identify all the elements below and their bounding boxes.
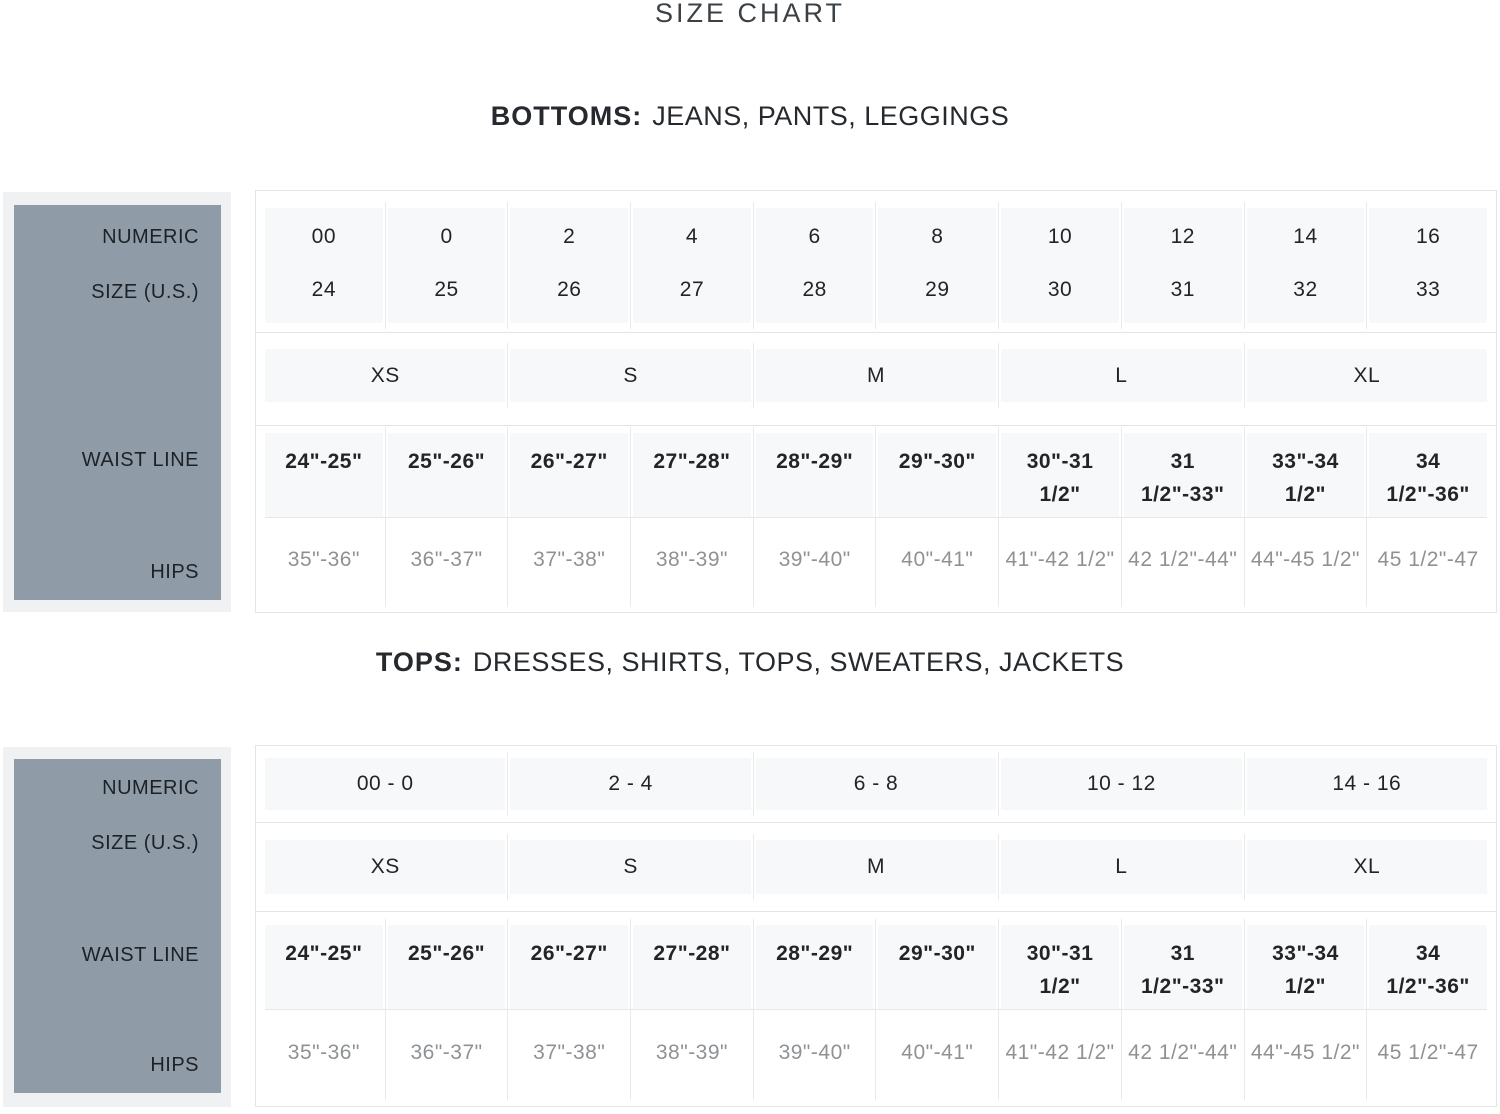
sidebar-label-hips: HIPS [150,561,199,583]
numeric-waist: 27 [679,278,705,301]
waist-cell: 29"-30" [878,925,996,1009]
numeric-size: 8 [931,225,944,248]
bottoms-heading-rest: JEANS, PANTS, LEGGINGS [652,101,1010,131]
hips-cell: 37"-38" [510,1010,628,1094]
hips-cell: 40"-41" [878,1010,996,1094]
table-cell [1001,208,1119,323]
hips-cell: 45 1/2"-47 [1369,1010,1487,1094]
table-cell [265,208,383,323]
sidebar-label-size-us: SIZE (U.S.) [91,281,199,303]
page-title: SIZE CHART [654,0,846,28]
numeric-waist: 28 [802,278,827,301]
tops-letter-size-row [256,823,1496,912]
waist-cell: 26"-27" [510,925,628,1009]
waist-cell: 33"-34 1/2" [1247,925,1365,1009]
waist-cell: 25"-26" [388,433,506,517]
bottoms-hips-row [265,518,1487,601]
sidebar-label-waist-line: WAIST LINE [81,449,199,471]
bottoms-letter-size-row [256,333,1496,426]
sidebar-label-waist-line: WAIST LINE [81,944,199,966]
waist-cell: 30"-31 1/2" [1001,925,1119,1009]
letter-size-cell: M [756,349,996,402]
hips-cell: 44"-45 1/2" [1247,518,1365,601]
table-cell [1124,208,1242,323]
table-cell [1369,208,1487,323]
letter-size-cell: XS [265,349,505,402]
numeric-waist: 25 [434,278,459,301]
table-cell [510,208,628,323]
sidebar-label-hips: HIPS [150,1054,199,1076]
numeric-size: 4 [685,225,699,248]
table-cell [756,208,874,323]
numeric-range-cell: 6 - 8 [756,758,996,810]
bottoms-sidebar-frame [3,192,231,612]
numeric-waist: 29 [925,278,950,301]
waist-cell: 31 1/2"-33" [1124,925,1242,1009]
hips-cell: 38"-39" [633,1010,751,1094]
waist-cell: 34 1/2"-36" [1369,433,1487,517]
waist-cell: 28"-29" [756,433,874,517]
numeric-range-cell: 14 - 16 [1247,758,1487,810]
hips-cell: 42 1/2"-44" [1124,518,1242,601]
table-cell [878,208,996,323]
table-cell [388,208,506,323]
hips-cell: 38"-39" [633,518,751,601]
letter-size-cell: XL [1247,840,1487,894]
bottoms-waist-row [265,433,1487,517]
tops-sidebar-frame [3,747,231,1107]
numeric-size: 14 [1293,225,1318,248]
bottoms-table [255,190,1497,613]
letter-size-cell: S [510,349,750,402]
numeric-size: 16 [1415,225,1441,248]
waist-cell: 27"-28" [633,925,751,1009]
numeric-range-cell: 00 - 0 [265,758,505,810]
waist-cell: 27"-28" [633,433,751,517]
hips-cell: 35"-36" [265,1010,383,1094]
tops-heading-bold: TOPS: [375,647,463,677]
hips-cell: 35"-36" [265,518,383,601]
waist-cell: 29"-30" [878,433,996,517]
hips-cell: 39"-40" [756,518,874,601]
waist-cell: 30"-31 1/2" [1001,433,1119,517]
hips-cell: 40"-41" [878,518,996,601]
table-cell [1247,208,1365,323]
hips-cell: 45 1/2"-47 [1369,518,1487,601]
hips-cell: 41"-42 1/2" [1001,518,1119,601]
waist-cell: 31 1/2"-33" [1124,433,1242,517]
bottoms-numeric-size-row [256,191,1496,333]
waist-cell: 33"-34 1/2" [1247,433,1365,517]
numeric-range-cell: 2 - 4 [510,758,750,810]
bottoms-measurements [256,426,1496,612]
waist-cell: 25"-26" [388,925,506,1009]
tops-waist-row [265,925,1487,1009]
tops-measurements [256,912,1496,1106]
waist-cell: 26"-27" [510,433,628,517]
table-cell [633,208,751,323]
numeric-size: 2 [563,225,576,248]
tops-heading-rest: DRESSES, SHIRTS, TOPS, SWEATERS, JACKETS [472,647,1125,677]
tops-sidebar-panel [14,759,221,1093]
hips-cell: 36"-37" [388,518,506,601]
bottoms-heading-bold: BOTTOMS: [490,101,643,131]
tops-hips-row [265,1010,1487,1094]
sidebar-label-numeric: NUMERIC [102,777,199,799]
hips-cell: 37"-38" [510,518,628,601]
tops-numeric-size-row [256,746,1496,823]
hips-cell: 41"-42 1/2" [1001,1010,1119,1094]
letter-size-cell: XL [1247,349,1487,402]
hips-cell: 42 1/2"-44" [1124,1010,1242,1094]
numeric-waist: 30 [1047,278,1073,301]
tops-heading [0,647,1500,678]
waist-cell: 34 1/2"-36" [1369,925,1487,1009]
numeric-waist: 24 [311,278,337,301]
numeric-size: 10 [1047,225,1073,248]
sidebar-label-size-us: SIZE (U.S.) [91,832,199,854]
waist-cell: 24"-25" [265,433,383,517]
hips-cell: 39"-40" [756,1010,874,1094]
numeric-range-cell: 10 - 12 [1001,758,1241,810]
numeric-size: 0 [440,225,453,248]
letter-size-cell: L [1001,840,1241,894]
waist-cell: 28"-29" [756,925,874,1009]
hips-cell: 36"-37" [388,1010,506,1094]
numeric-size: 12 [1170,225,1195,248]
waist-cell: 24"-25" [265,925,383,1009]
sidebar-label-numeric: NUMERIC [102,226,199,248]
bottoms-sidebar-panel [14,205,221,600]
letter-size-cell: M [756,840,996,894]
tops-table [255,745,1497,1107]
letter-size-cell: L [1001,349,1241,402]
letter-size-cell: XS [265,840,505,894]
numeric-size: 00 [311,225,337,248]
numeric-size: 6 [808,225,821,248]
numeric-waist: 31 [1170,278,1195,301]
numeric-waist: 26 [557,278,582,301]
hips-cell: 44"-45 1/2" [1247,1010,1365,1094]
numeric-waist: 32 [1293,278,1318,301]
letter-size-cell: S [510,840,750,894]
bottoms-heading [0,101,1500,132]
numeric-waist: 33 [1415,278,1441,301]
